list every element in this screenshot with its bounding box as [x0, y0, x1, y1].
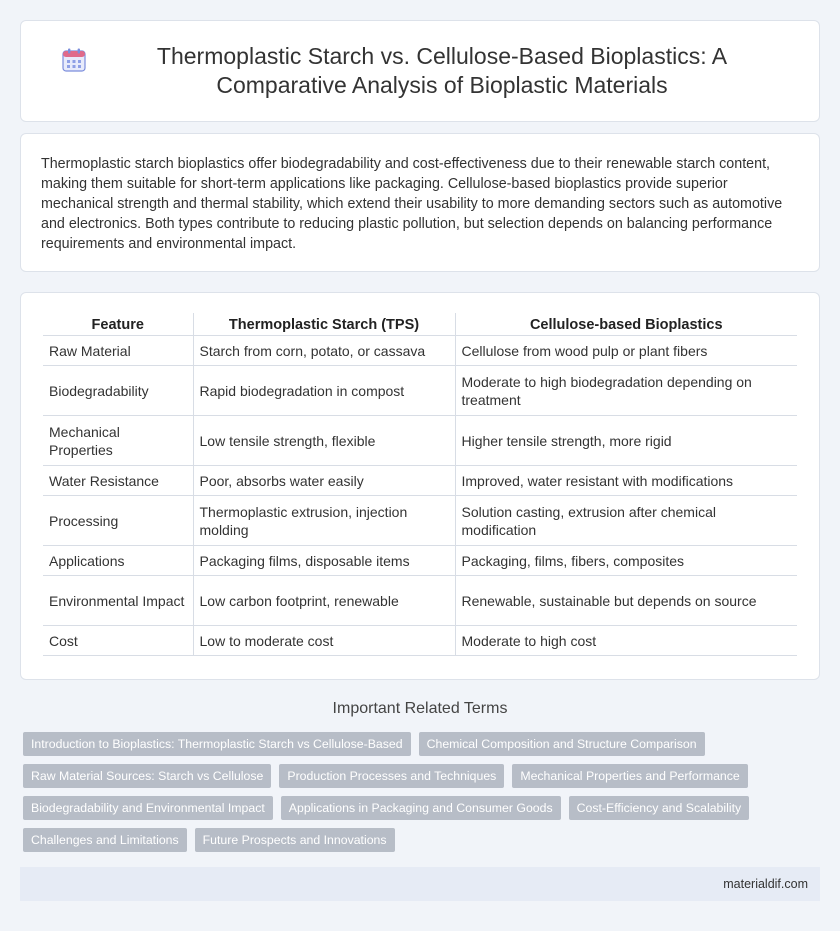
related-term-tag[interactable]: Cost-Efficiency and Scalability: [569, 796, 750, 820]
table-header-feature: Feature: [43, 313, 193, 336]
related-term-tag[interactable]: Production Processes and Techniques: [279, 764, 504, 788]
table-row: [43, 366, 797, 416]
table-cell-cellulose: Improved, water resistant with modifications: [455, 466, 797, 496]
table-cell-tps: Starch from corn, potato, or cassava: [193, 336, 455, 366]
related-terms-list: [23, 732, 803, 852]
table-header-tps: Thermoplastic Starch (TPS): [193, 313, 455, 336]
table-cell-feature: Water Resistance: [43, 466, 193, 496]
table-cell-cellulose: Renewable, sustainable but depends on source: [455, 576, 797, 626]
table-cell-feature: Environmental Impact: [43, 576, 193, 626]
title-wrap: [61, 42, 779, 100]
table-cell-tps: Low tensile strength, flexible: [193, 416, 455, 466]
calendar-icon: [61, 47, 87, 73]
table-cell-tps: Packaging films, disposable items: [193, 546, 455, 576]
table-cell-feature: Applications: [43, 546, 193, 576]
table-cell-feature: Processing: [43, 496, 193, 546]
table-row: [43, 466, 797, 496]
table-cell-cellulose: Moderate to high cost: [455, 626, 797, 656]
related-term-tag[interactable]: Challenges and Limitations: [23, 828, 187, 852]
related-term-tag[interactable]: Introduction to Bioplastics: Thermoplastic Starch vs Cellulose-Based: [23, 732, 411, 756]
table-cell-feature: Cost: [43, 626, 193, 656]
table-cell-cellulose: Higher tensile strength, more rigid: [455, 416, 797, 466]
related-term-tag[interactable]: Future Prospects and Innovations: [195, 828, 395, 852]
related-term-tag[interactable]: Biodegradability and Environmental Impact: [23, 796, 273, 820]
comparison-table: [43, 313, 797, 656]
related-terms-title: Important Related Terms: [332, 700, 508, 717]
related-term-tag[interactable]: Applications in Packaging and Consumer Goods: [281, 796, 561, 820]
summary-text: Thermoplastic starch bioplastics offer biodegradability and cost-effectiveness due to their renewable starch content, making them suitable for short-term applications like packaging. Cellulose-based bioplastics provide superior mechanical strength and thermal stability, which extend their usability to more demanding sectors such as automotive and electronics. Both types contribute to reducing plastic pollution, but selection depends on balancing performance requirements and environmental impact.: [41, 156, 783, 252]
comparison-table-card: [20, 292, 820, 680]
table-cell-cellulose: Moderate to high biodegradation depending on treatment: [455, 366, 797, 416]
footer-site-link[interactable]: materialdif.com: [723, 877, 808, 891]
table-cell-tps: Rapid biodegradation in compost: [193, 366, 455, 416]
table-cell-feature: Biodegradability: [43, 366, 193, 416]
table-cell-feature: Raw Material: [43, 336, 193, 366]
table-row: [43, 496, 797, 546]
table-header-cellulose: Cellulose-based Bioplastics: [455, 313, 797, 336]
table-cell-tps: Low to moderate cost: [193, 626, 455, 656]
table-cell-tps: Low carbon footprint, renewable: [193, 576, 455, 626]
table-cell-tps: Poor, absorbs water easily: [193, 466, 455, 496]
table-row: [43, 416, 797, 466]
table-cell-feature: Mechanical Properties: [43, 416, 193, 466]
title-card: [20, 20, 820, 122]
table-cell-cellulose: Solution casting, extrusion after chemical modification: [455, 496, 797, 546]
table-cell-cellulose: Packaging, films, fibers, composites: [455, 546, 797, 576]
related-term-tag[interactable]: Mechanical Properties and Performance: [512, 764, 747, 788]
related-term-tag[interactable]: Raw Material Sources: Starch vs Cellulose: [23, 764, 271, 788]
table-row: [43, 336, 797, 366]
table-cell-cellulose: Cellulose from wood pulp or plant fibers: [455, 336, 797, 366]
table-cell-tps: Thermoplastic extrusion, injection molding: [193, 496, 455, 546]
summary-card: [20, 133, 820, 272]
page-title: Thermoplastic Starch vs. Cellulose-Based Bioplastics: A Comparative Analysis of Bioplastic Materials: [156, 43, 728, 98]
table-row: [43, 576, 797, 626]
table-row: [43, 546, 797, 576]
footer: [20, 867, 820, 901]
table-row: [43, 626, 797, 656]
related-term-tag[interactable]: Chemical Composition and Structure Comparison: [419, 732, 705, 756]
table-header-row: [43, 313, 797, 336]
